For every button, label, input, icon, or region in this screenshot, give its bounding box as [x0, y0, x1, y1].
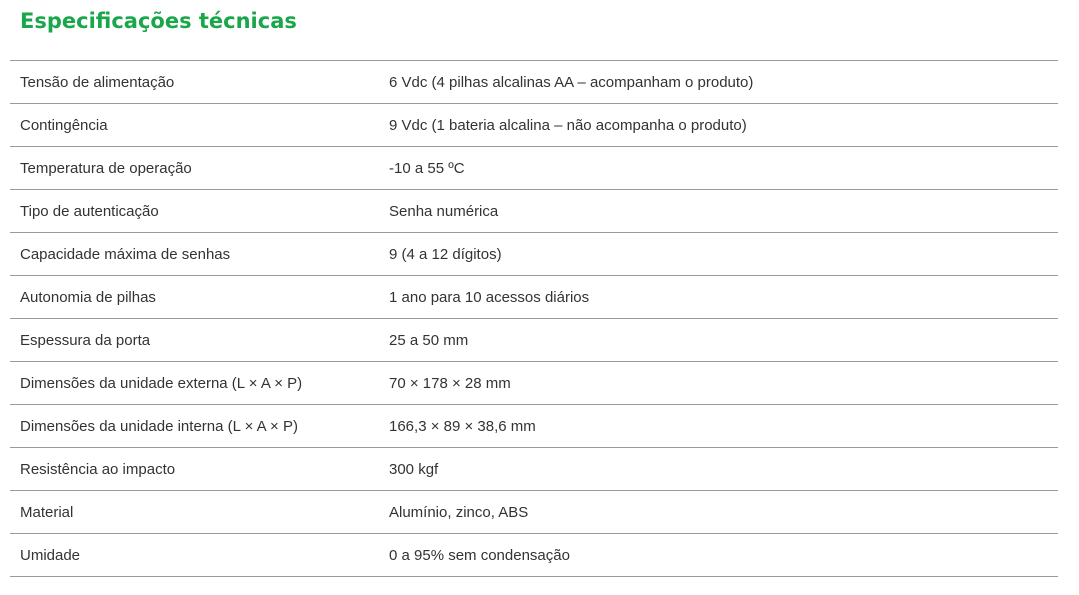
table-row: [10, 147, 1058, 190]
spec-value: 9 (4 a 12 dígitos): [378, 233, 1058, 276]
spec-label: Material: [10, 491, 378, 534]
spec-label: Tensão de alimentação: [10, 61, 378, 104]
table-row: [10, 491, 1058, 534]
spec-label: Resistência ao impacto: [10, 448, 378, 491]
spec-value: Alumínio, zinco, ABS: [378, 491, 1058, 534]
table-row: [10, 534, 1058, 577]
table-row: [10, 104, 1058, 147]
table-row: [10, 276, 1058, 319]
table-row: [10, 319, 1058, 362]
spec-value: -10 a 55 ºC: [378, 147, 1058, 190]
page-title: Especificações técnicas: [20, 9, 297, 33]
spec-value: 300 kgf: [378, 448, 1058, 491]
spec-value: 6 Vdc (4 pilhas alcalinas AA – acompanham o produto): [378, 61, 1058, 104]
spec-value: 1 ano para 10 acessos diários: [378, 276, 1058, 319]
table-row: [10, 405, 1058, 448]
spec-label: Contingência: [10, 104, 378, 147]
spec-value: Senha numérica: [378, 190, 1058, 233]
spec-label: Umidade: [10, 534, 378, 577]
table-row: [10, 362, 1058, 405]
spec-label: Capacidade máxima de senhas: [10, 233, 378, 276]
spec-value: 70 × 178 × 28 mm: [378, 362, 1058, 405]
spec-label: Dimensões da unidade interna (L × A × P): [10, 405, 378, 448]
spec-value: 0 a 95% sem condensação: [378, 534, 1058, 577]
spec-label: Espessura da porta: [10, 319, 378, 362]
spec-table: [10, 60, 1058, 577]
spec-label: Dimensões da unidade externa (L × A × P): [10, 362, 378, 405]
table-row: [10, 61, 1058, 104]
spec-value: 25 a 50 mm: [378, 319, 1058, 362]
spec-label: Temperatura de operação: [10, 147, 378, 190]
table-row: [10, 190, 1058, 233]
spec-label: Tipo de autenticação: [10, 190, 378, 233]
spec-label: Autonomia de pilhas: [10, 276, 378, 319]
spec-value: 166,3 × 89 × 38,6 mm: [378, 405, 1058, 448]
table-row: [10, 448, 1058, 491]
spec-value: 9 Vdc (1 bateria alcalina – não acompanha o produto): [378, 104, 1058, 147]
table-row: [10, 233, 1058, 276]
